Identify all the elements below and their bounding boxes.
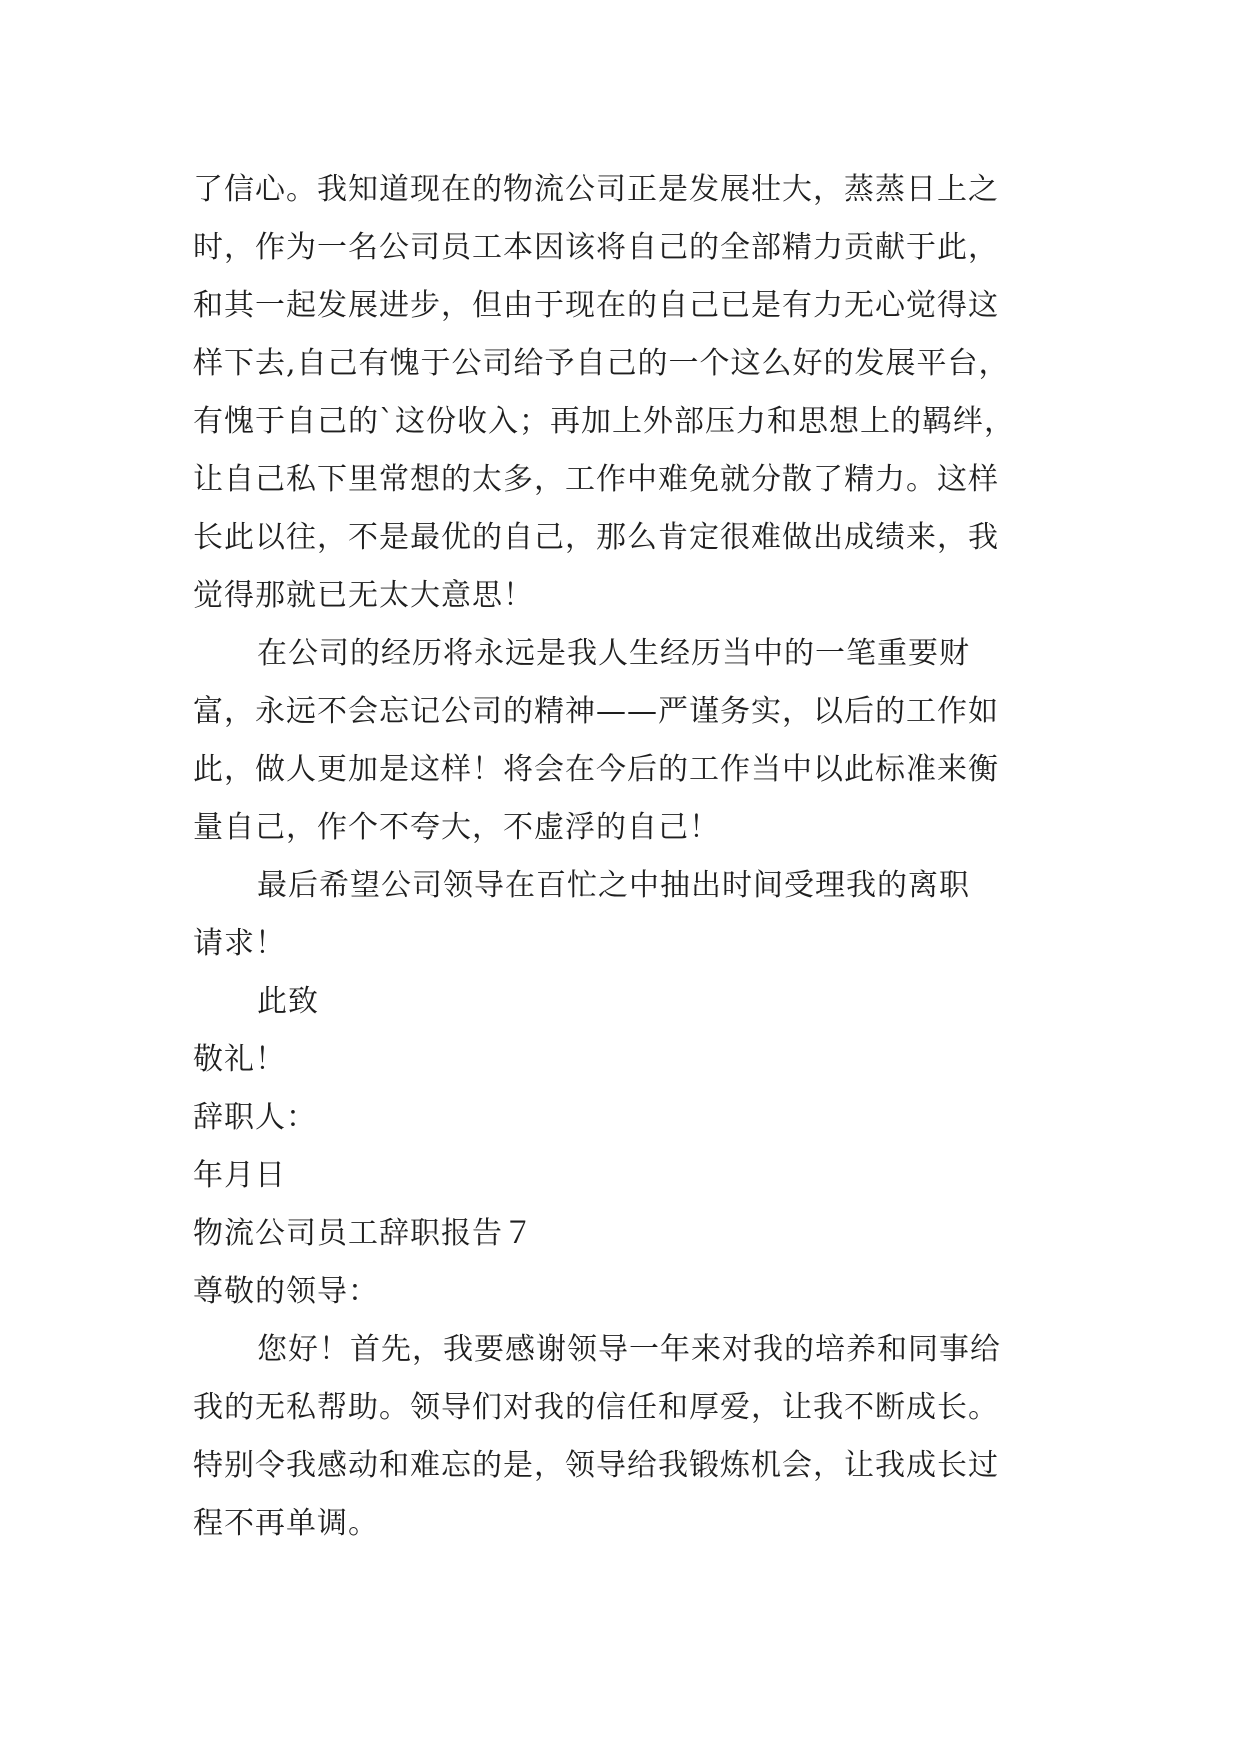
text-line: 时，作为一名公司员工本因该将自己的全部精力贡献于此，: [193, 230, 999, 265]
text-line: 富，永远不会忘记公司的精神——严谨务实，以后的工作如: [193, 694, 999, 729]
text-line: 您好！首先，我要感谢领导一年来对我的培养和同事给: [257, 1332, 1001, 1367]
text-line: 长此以往，不是最优的自己，那么肯定很难做出成绩来，我: [193, 520, 999, 555]
text-line: 此，做人更加是这样！将会在今后的工作当中以此标准来衡: [193, 752, 999, 787]
closing-regards: 敬礼！: [193, 1042, 286, 1077]
text-line: 程不再单调。: [193, 1506, 379, 1541]
document-body: [193, 161, 1063, 1553]
text-line: 让自己私下里常想的太多，工作中难免就分散了精力。这样: [193, 462, 999, 497]
date-label: 年月日: [193, 1158, 286, 1193]
closing-salutation: 此致: [257, 984, 319, 1019]
section-title: 物流公司员工辞职报告７: [193, 1216, 534, 1251]
text-line: 样下去,自己有愧于公司给予自己的一个这么好的发展平台，: [193, 346, 1010, 381]
signature-label: 辞职人：: [193, 1100, 317, 1135]
text-line: 和其一起发展进步，但由于现在的自己已是有力无心觉得这: [193, 288, 999, 323]
greeting: 尊敬的领导：: [193, 1274, 379, 1309]
text-line: 量自己，作个不夸大，不虚浮的自己！: [193, 810, 720, 845]
text-line: 特别令我感动和难忘的是，领导给我锻炼机会，让我成长过: [193, 1448, 999, 1483]
text-line: 在公司的经历将永远是我人生经历当中的一笔重要财: [257, 636, 970, 671]
text-line: 请求！: [193, 926, 286, 961]
text-line: 我的无私帮助。领导们对我的信任和厚爱，让我不断成长。: [193, 1390, 999, 1425]
text-line: 有愧于自己的`这份收入；再加上外部压力和思想上的羁绊，: [193, 404, 1015, 439]
text-line: 了信心。我知道现在的物流公司正是发展壮大，蒸蒸日上之: [193, 172, 999, 207]
text-line: 最后希望公司领导在百忙之中抽出时间受理我的离职: [257, 868, 970, 903]
text-line: 觉得那就已无太大意思！: [193, 578, 534, 613]
